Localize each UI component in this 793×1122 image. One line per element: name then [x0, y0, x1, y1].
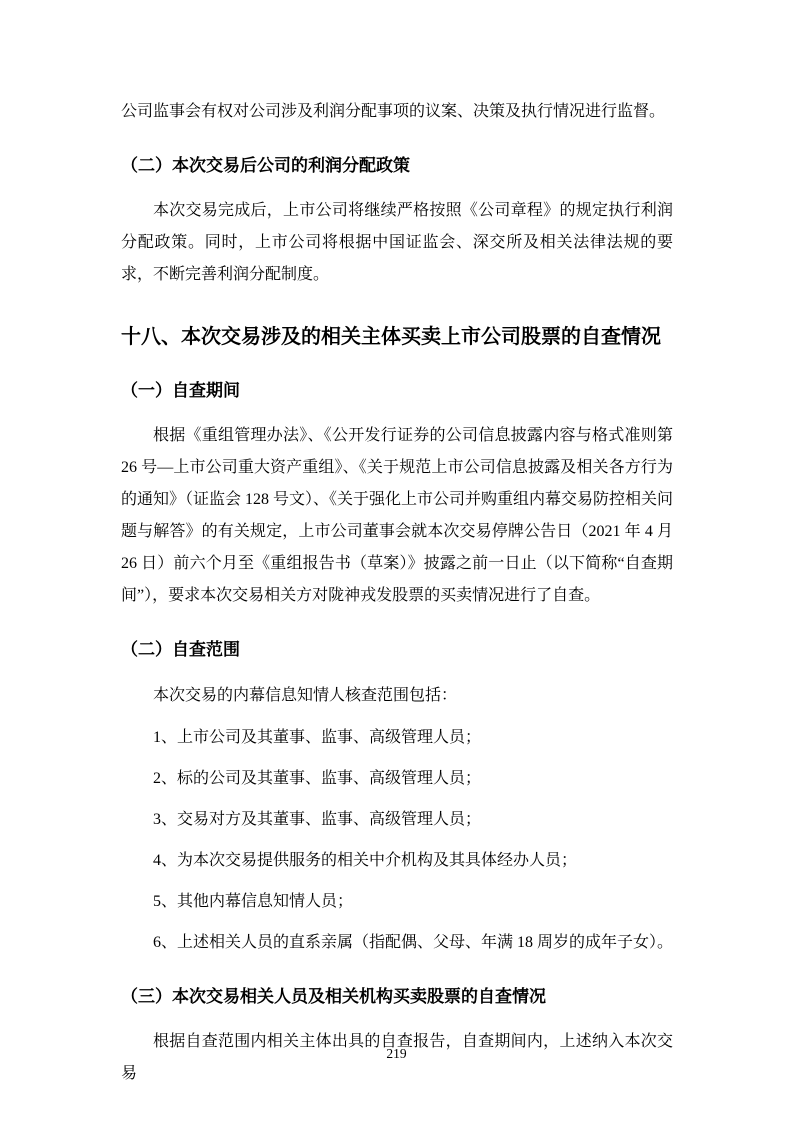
scope-list-item: 5、其他内幕信息知情人员； — [153, 892, 354, 910]
page-footer — [0, 1047, 793, 1061]
scope-list-item: 4、为本次交易提供服务的相关中介机构及其具体经办人员； — [153, 851, 578, 869]
continuation-paragraph: 公司监事会有权对公司涉及利润分配事项的议案、决策及执行情况进行监督。 — [121, 103, 666, 120]
page-number: 219 — [386, 1045, 407, 1061]
section-heading-dividend-policy: （二）本次交易后公司的利润分配政策 — [121, 156, 410, 175]
scope-list-item: 1、上市公司及其董事、监事、高级管理人员； — [153, 728, 482, 746]
chapter-heading-self-inspection: 十八、本次交易涉及的相关主体买卖上市公司股票的自查情况 — [121, 326, 661, 349]
section-heading-inspection-scope: （二）自查范围 — [121, 640, 240, 660]
inspection-result-paragraph: 根据自查范围内相关主体出具的自查报告，自查期间内，上述纳入本次交易 — [121, 1032, 673, 1082]
inspection-scope-intro: 本次交易的内幕信息知情人核查范围包括： — [153, 686, 458, 704]
inspection-period-paragraph: 根据《重组管理办法》、《公开发行证券的公司信息披露内容与格式准则第 26 号—上市公司重大资产重组》、《关于规范上市公司信息披露及相关各方行为的通知》（证监会 128 号文）、《关于强化上市公司并购重组内幕交易防控相关问题与解答》的有关规定，上市公司董事会就本次交易停牌公告日（2021 年 4 月 26 日）前六个月至《重组报告书（草案）》披露之前一日止（以下简称“自查期间”），要求本次交易相关方对陇神戎发股票的买卖情况进行了自查。 — [121, 427, 674, 605]
inspection-scope-list — [121, 722, 673, 959]
section-heading-inspection-period: （一）自查期间 — [121, 381, 240, 401]
dividend-policy-paragraph: 本次交易完成后，上市公司将继续严格按照《公司章程》的规定执行利润分配政策。同时，上市公司将根据中国证监会、深交所及相关法律法规的要求，不断完善利润分配制度。 — [121, 202, 673, 284]
scope-list-item: 3、交易对方及其董事、监事、高级管理人员； — [153, 810, 482, 828]
section-heading-inspection-result: （三）本次交易相关人员及相关机构买卖股票的自查情况 — [121, 986, 546, 1006]
scope-list-item: 2、标的公司及其董事、监事、高级管理人员； — [153, 769, 482, 787]
scope-list-item: 6、上述相关人员的直系亲属（指配偶、父母、年满 18 周岁的成年子女）。 — [153, 933, 674, 951]
